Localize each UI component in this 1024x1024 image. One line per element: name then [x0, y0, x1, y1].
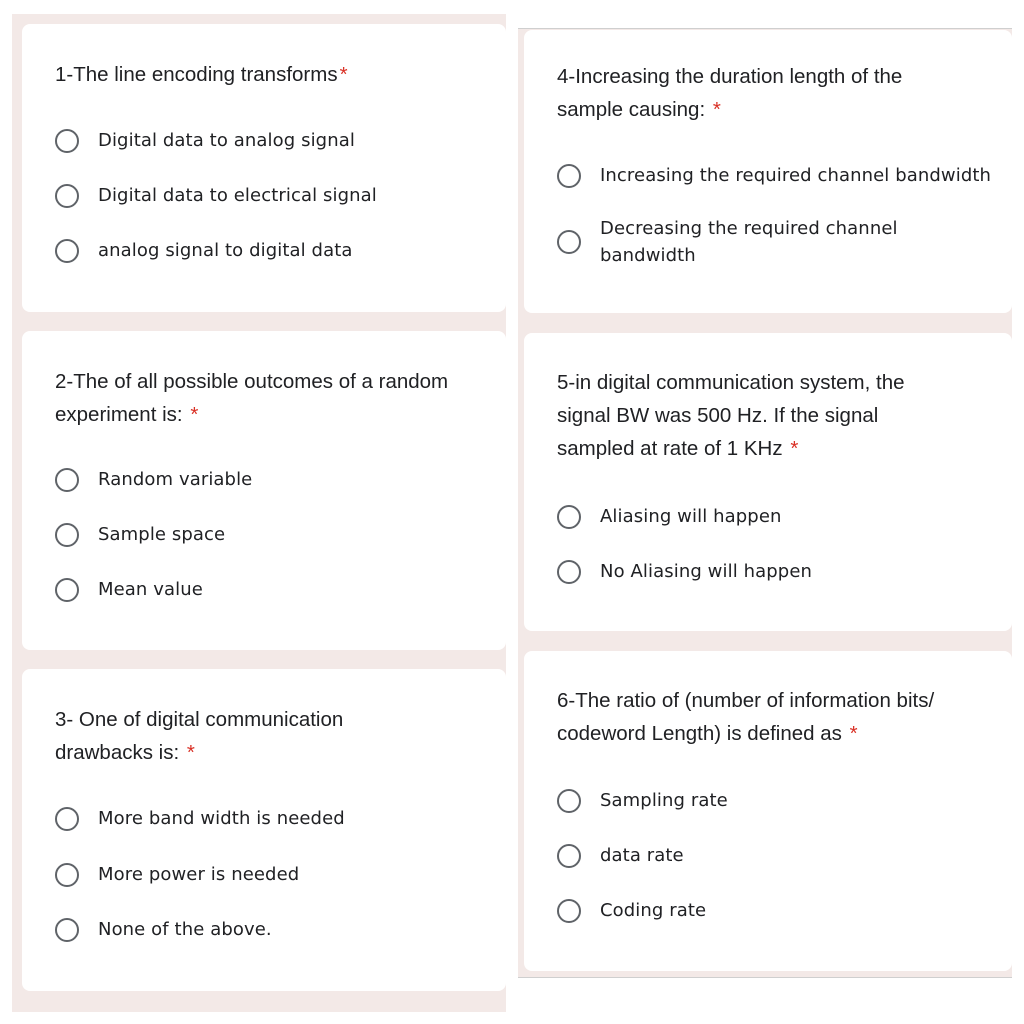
option-coding-rate[interactable]	[557, 897, 1006, 924]
option-label: Sample space	[98, 524, 226, 545]
radio-button[interactable]	[55, 184, 79, 208]
option-digital-to-analog[interactable]	[55, 127, 500, 154]
question-card-1	[22, 24, 506, 312]
question-title: 1-The line encoding transforms*	[55, 63, 348, 86]
radio-button[interactable]	[557, 789, 581, 813]
option-more-power[interactable]	[55, 861, 500, 888]
option-decreasing-bandwidth[interactable]	[557, 215, 1006, 269]
required-asterisk: *	[712, 98, 721, 121]
radio-button[interactable]	[55, 918, 79, 942]
question-card-3	[22, 669, 506, 991]
option-label: None of the above.	[98, 919, 272, 940]
option-label: Sampling rate	[600, 790, 728, 811]
option-sampling-rate[interactable]	[557, 787, 1006, 814]
radio-button[interactable]	[557, 844, 581, 868]
right-screenshot	[512, 0, 1024, 1024]
question-title: 2-The of all possible outcomes of a random experiment is: *	[55, 370, 449, 426]
radio-button[interactable]	[55, 578, 79, 602]
option-none-of-above[interactable]	[55, 916, 500, 943]
option-label: More band width is needed	[98, 808, 345, 829]
option-mean-value[interactable]	[55, 576, 500, 603]
option-data-rate[interactable]	[557, 842, 1006, 869]
question-title: 6-The ratio of (number of information bits/ codeword Length) is defined as *	[557, 689, 935, 745]
option-more-bandwidth[interactable]	[55, 805, 500, 832]
option-label: More power is needed	[98, 864, 300, 885]
radio-button[interactable]	[557, 505, 581, 529]
required-asterisk: *	[190, 403, 199, 426]
option-label: data rate	[600, 845, 684, 866]
question-title: 3- One of digital communication drawbacks is: *	[55, 708, 344, 764]
question-card-2	[22, 331, 506, 650]
option-increasing-bandwidth[interactable]	[557, 162, 1006, 189]
option-label: Decreasing the required channel bandwidth	[600, 218, 898, 266]
option-aliasing-will-happen[interactable]	[557, 503, 1006, 530]
option-label: Coding rate	[600, 900, 707, 921]
option-digital-to-electrical[interactable]	[55, 182, 500, 209]
question-title: 5-in digital communication system, the signal BW was 500 Hz. If the signal sampled at rate of 1 KHz *	[557, 371, 905, 460]
option-no-aliasing[interactable]	[557, 558, 1006, 585]
option-label: analog signal to digital data	[98, 240, 353, 261]
option-label: Mean value	[98, 579, 203, 600]
option-label: Random variable	[98, 469, 253, 490]
radio-button[interactable]	[55, 239, 79, 263]
option-label: Aliasing will happen	[600, 506, 782, 527]
question-title: 4-Increasing the duration length of the sample causing: *	[557, 65, 903, 121]
radio-button[interactable]	[557, 560, 581, 584]
required-asterisk: *	[339, 63, 348, 86]
option-label: Digital data to electrical signal	[98, 185, 377, 206]
question-card-4	[524, 30, 1012, 313]
option-label: Increasing the required channel bandwidth	[600, 165, 992, 186]
required-asterisk: *	[186, 741, 195, 764]
option-analog-to-digital[interactable]	[55, 237, 500, 264]
question-card-6	[524, 651, 1012, 971]
radio-button[interactable]	[55, 523, 79, 547]
radio-button[interactable]	[55, 863, 79, 887]
radio-button[interactable]	[55, 807, 79, 831]
required-asterisk: *	[790, 437, 799, 460]
radio-button[interactable]	[557, 230, 581, 254]
option-random-variable[interactable]	[55, 466, 500, 493]
radio-button[interactable]	[557, 899, 581, 923]
option-label: No Aliasing will happen	[600, 561, 812, 582]
required-asterisk: *	[849, 722, 858, 745]
radio-button[interactable]	[55, 129, 79, 153]
radio-button[interactable]	[55, 468, 79, 492]
option-sample-space[interactable]	[55, 521, 500, 548]
option-label: Digital data to analog signal	[98, 130, 355, 151]
question-card-5	[524, 333, 1012, 631]
radio-button[interactable]	[557, 164, 581, 188]
